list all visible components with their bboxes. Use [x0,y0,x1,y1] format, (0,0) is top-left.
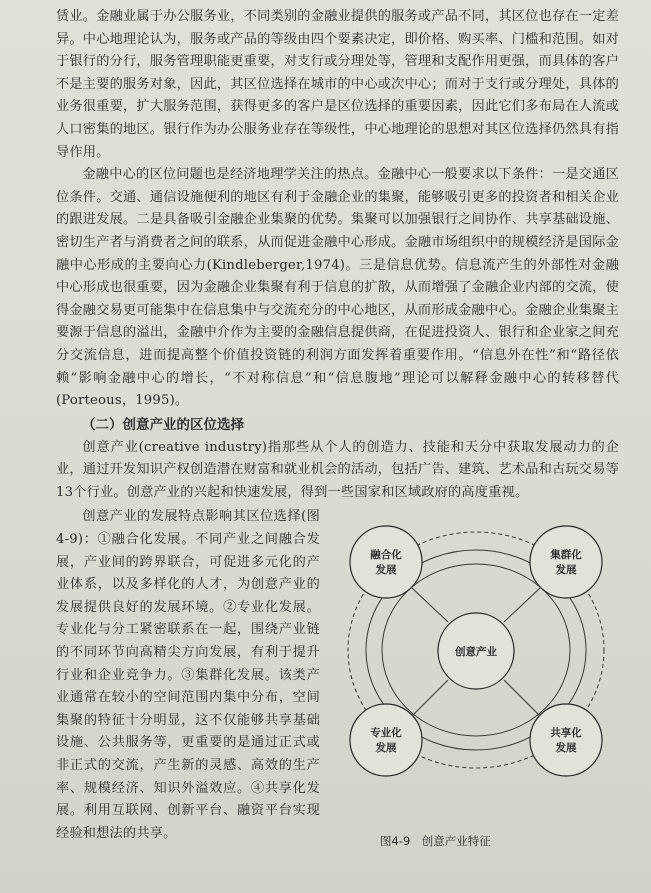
label-top-left-line1: 融合化 [370,549,402,562]
section-heading: （二）创意产业的区位选择 [82,416,244,433]
paragraph-creative-industry: 创意产业(creative industry)指那些从个人的创造力、技能和天分中获取发展动力的企业，通过开发知识产权创造潜在财富和就业机会的活动，包括广告、建筑、艺术品和古玩交易等13个行业。创意产业的兴起和快速发展，得到一些国家和区域政府的高度重视。 [56,439,619,500]
label-bottom-left-line1: 专业化 [370,727,402,740]
label-bottom-right-line1: 共享化 [550,727,582,740]
label-top-right-line1: 集群化 [550,549,582,562]
node-bottom-right [530,704,602,776]
connector-top-left [412,588,448,622]
node-top-right [530,526,602,598]
label-center: 创意产业 [455,646,497,659]
diagram-svg [332,504,620,794]
connector-bottom-left [412,680,448,716]
label-top-left-line2: 发展 [375,564,397,577]
label-bottom-right-line2: 发展 [555,742,577,755]
figure-caption: 图4-9 创意产业特征 [380,834,491,848]
node-top-left [350,526,422,598]
connector-bottom-right [504,680,540,716]
label-top-right-line2: 发展 [555,564,577,577]
paragraph-creative-features: 创意产业的发展特点影响其区位选择(图4-9)：①融合化发展。不同产业之间融合发展，产业间的跨界联合，可促进多元化的产业体系，以及多样化的人才，为创意产业的发展提供良好的发展环境。②专业化发展。专业化与分工紧密联系在一起，围绕产业链的不同环节向高精尖方向发展，有利于提升行业和企业竞争力。③集群化发展。该类产业通常在较小的空间范围内集中分布，空间集聚的特征十分明显，这不仅能够共享基础设施、公共服务等，更重要的是通过正式或非正式的交流，产生新的灵感、高效的生产率、规模经济、知识外溢效应。④共享化发展。利用互联网、创新平台、融资平台实现经验和想法的共享。 [56,509,320,841]
node-bottom-left [350,704,422,776]
paragraph-banking: 赁业。金融业属于办公服务业，不同类别的金融业提供的服务或产品不同，其区位也存在一定差异。中心地理论认为，服务或产品的等级由四个要素决定，即价格、购买率、门槛和范围。如对于银行的分行，服务管理职能更重要，对支行或分理处等，管理和支配作用更强，而具体的客户不是主要的服务对象，因此，其区位选择在城市的中心或次中心；而对于支行或分理处，具体的业务很重要，扩大服务范围，获得更多的客户是区位选择的重要因素，因此它们多布局在人流或人口密集的地区。银行作为办公服务业存在等级性，中心地理论的思想对其区位选择仍然具有指导作用。 [56,9,619,160]
label-bottom-left-line2: 发展 [375,742,397,755]
text-figure-block [56,506,619,845]
figure-creative-industry [332,504,620,824]
paragraph-financial-center: 金融中心的区位问题也是经济地理学关注的热点。金融中心一般要求以下条件：一是交通区位条件。交通、通信设施便利的地区有利于金融企业的集聚，能够吸引更多的投资者和相关企业的跟进发展。二是具备吸引金融企业集聚的优势。集聚可以加强银行之间协作、共享基础设施、密切生产者与消费者之间的联系，从而促进金融中心形成。金融市场组织中的规模经济是国际金融中心形成的主要向心力(Kindleberger,1974)。三是信息优势。信息流产生的外部性对金融中心形成也很重要，因为金融企业集聚有利于信息的扩散，从而增强了金融企业内部的交流，使得金融交易更可能集中在信息集中与交流充分的中心地区，从而形成金融中心。金融企业集聚主要源于信息的溢出，金融中介作为主要的金融信息提供商，在促进投资人、银行和企业家之间充分交流信息，进而提高整个价值投资链的利润方面发挥着重要作用。“信息外在性”和“路径依赖”影响金融中心的增长，“不对称信息”和“信息腹地”理论可以解释金融中心的转移替代(Porteous，1995)。 [56,167,619,409]
connector-top-right [504,588,540,622]
